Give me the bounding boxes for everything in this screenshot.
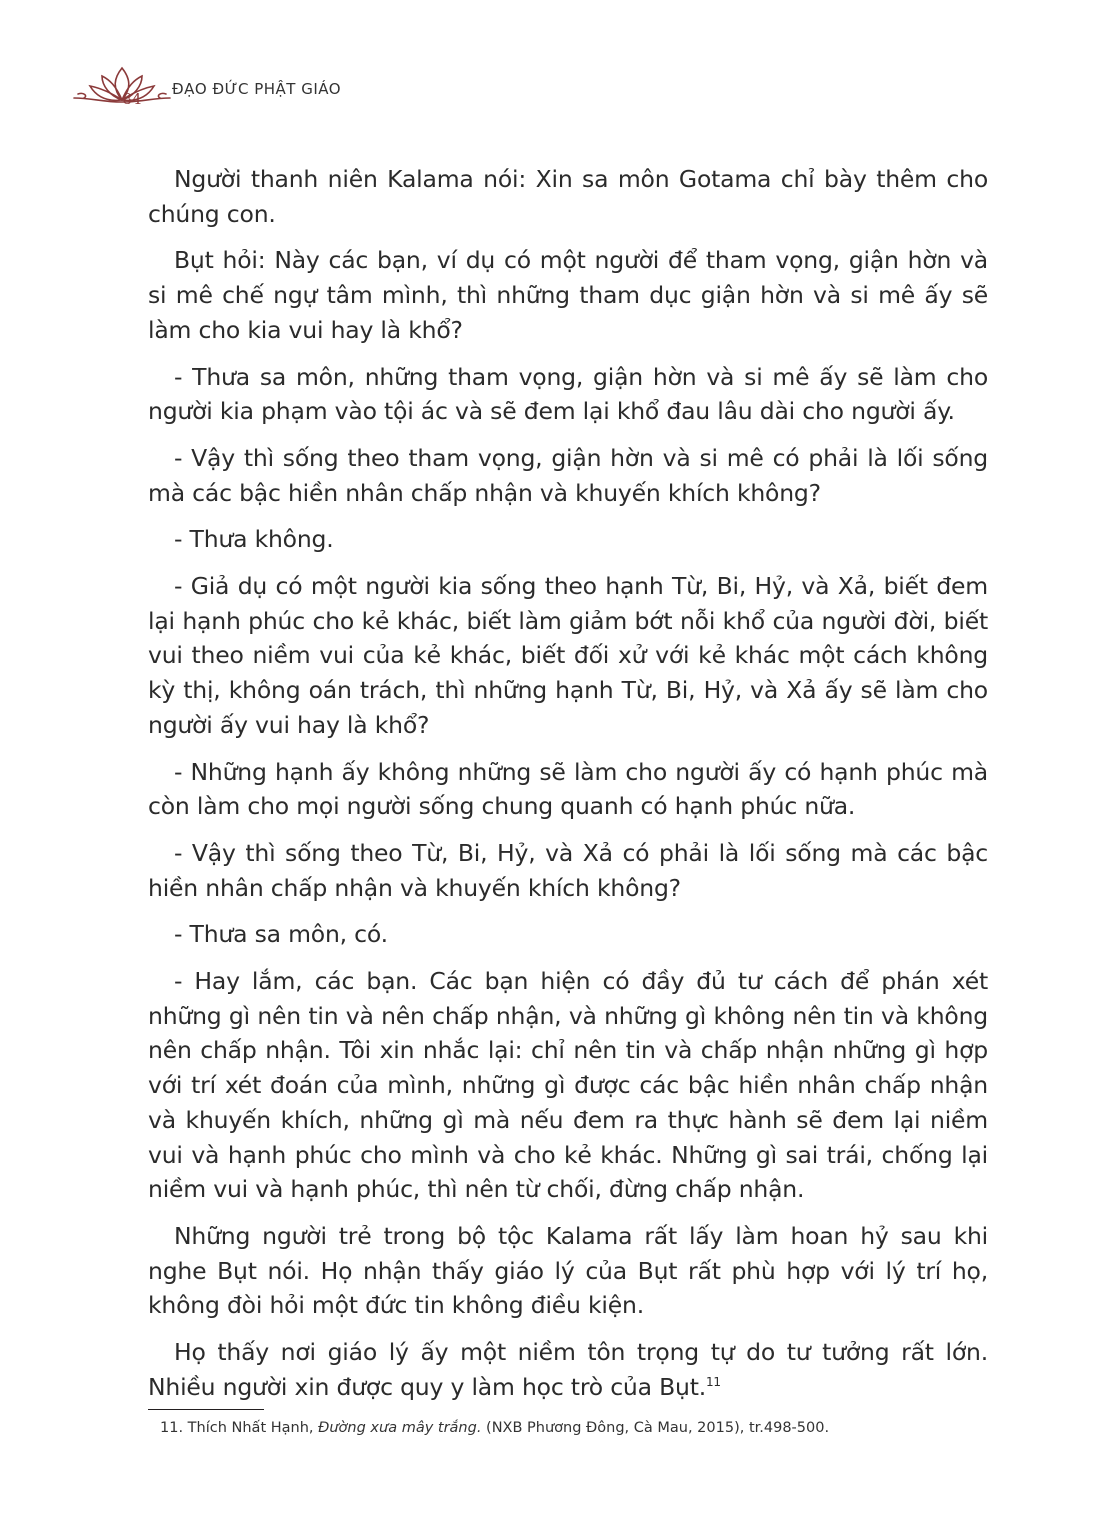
paragraph: - Thưa sa môn, những tham vọng, giận hờn và si mê ấy sẽ làm cho người kia phạm vào tội ác và sẽ đem lại khổ đau lâu dài cho người ấy. (148, 362, 988, 426)
paragraph: Những người trẻ trong bộ tộc Kalama rất lấy làm hoan hỷ sau khi nghe Bụt nói. Họ nhận thấy giáo lý của Bụt rất phù hợp với lý trí họ, không đòi hỏi một đức tin không điều kiện. (148, 1221, 988, 1320)
footnote-divider (148, 1409, 264, 1410)
paragraph: - Hay lắm, các bạn. Các bạn hiện có đầy đủ tư cách để phán xét những gì nên tin và nên chấp nhận, và những gì không nên tin và không nên chấp nhận. Tôi xin nhắc lại: chỉ nên tin và chấp nhận những gì hợp với trí xét đoán của mình, những gì được các bậc hiền nhân chấp nhận và khuyến khích, những gì mà nếu đem ra thực hành sẽ đem lại niềm vui và hạnh phúc cho mình và cho kẻ khác. Những gì sai trái, chống lại niềm vui và hạnh phúc, thì nên từ chối, đừng chấp nhận. (148, 967, 988, 1204)
page-number: 84 (122, 90, 142, 108)
paragraph-text: Họ thấy nơi giáo lý ấy một niềm tôn trọng tự do tư tưởng rất lớn. Nhiều người xin được quy y làm học trò của Bụt. (148, 1338, 988, 1401)
paragraph: - Vậy thì sống theo tham vọng, giận hờn và si mê có phải là lối sống mà các bậc hiền nhân chấp nhận và khuyến khích không? (148, 443, 988, 507)
body-text (148, 162, 988, 1417)
running-title: ĐẠO ĐỨC PHẬT GIÁO (172, 80, 342, 98)
footnote (160, 1418, 990, 1438)
paragraph: - Vậy thì sống theo Từ, Bi, Hỷ, và Xả có phải là lối sống mà các bậc hiền nhân chấp nhận và khuyến khích không? (148, 838, 988, 902)
paragraph: - Thưa không. (174, 525, 334, 554)
paragraph: Người thanh niên Kalama nói: Xin sa môn Gotama chỉ bày thêm cho chúng con. (148, 165, 988, 228)
paragraph: - Những hạnh ấy không những sẽ làm cho người ấy có hạnh phúc mà còn làm cho mọi người sống chung quanh có hạnh phúc nữa. (148, 757, 988, 821)
paragraph-last (148, 1335, 988, 1404)
paragraph: - Thưa sa môn, có. (174, 920, 388, 949)
page-header (72, 62, 392, 118)
footnote-title: Đường xưa mây trắng. (318, 1420, 482, 1436)
footnote-number: 11. (160, 1420, 184, 1436)
footnote-author: Thích Nhất Hạnh, (187, 1420, 314, 1436)
footnote-reference[interactable]: 11 (706, 1374, 721, 1389)
paragraph: - Giả dụ có một người kia sống theo hạnh Từ, Bi, Hỷ, và Xả, biết đem lại hạnh phúc cho kẻ khác, biết làm giảm bớt nỗi khổ của người đời, biết vui theo niềm vui của kẻ khác, biết đối xử với kẻ khác một cách không kỳ thị, không oán trách, thì những hạnh Từ, Bi, Hỷ, và Xả ấy sẽ làm cho người ấy vui hay là khổ? (148, 572, 988, 739)
paragraph: Bụt hỏi: Này các bạn, ví dụ có một người để tham vọng, giận hờn và si mê chế ngự tâm mình, thì những tham dục giận hờn và si mê ấy sẽ làm cho kia vui hay là khổ? (148, 246, 988, 344)
footnote-details: (NXB Phương Đông, Cà Mau, 2015), tr.498-500. (486, 1420, 830, 1436)
